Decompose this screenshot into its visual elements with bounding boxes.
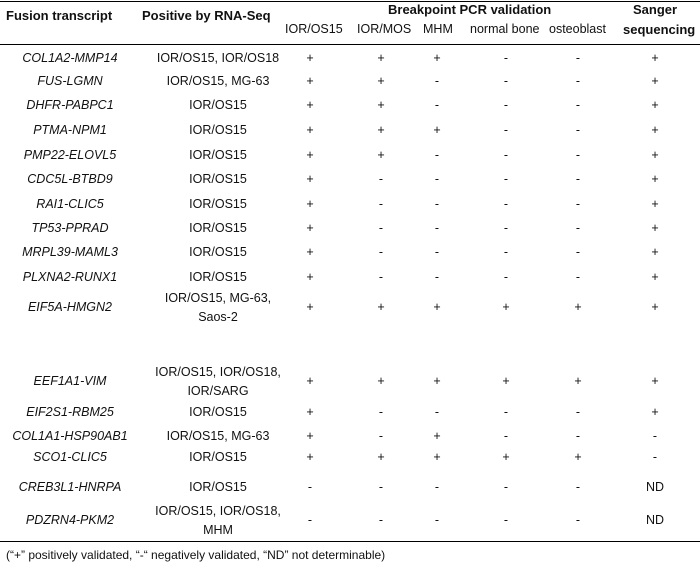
- header-breakpoint-pcr: Breakpoint PCR validation: [388, 2, 552, 17]
- pcr-result: -: [503, 98, 509, 112]
- pcr-result: +: [433, 374, 441, 388]
- pcr-result: -: [307, 480, 313, 494]
- rnaseq-positive-lines: IOR/OS15: [189, 245, 247, 259]
- pcr-result: -: [575, 197, 581, 211]
- pcr-result: -: [503, 270, 509, 284]
- pcr-result: +: [306, 245, 314, 259]
- pcr-result: +: [502, 374, 510, 388]
- table-row: [0, 289, 700, 327]
- table-row: [0, 403, 700, 422]
- table-row: [0, 478, 700, 497]
- pcr-result: -: [434, 98, 440, 112]
- table-row: [0, 72, 700, 91]
- pcr-result: -: [434, 480, 440, 494]
- sanger-result: +: [651, 74, 659, 88]
- pcr-result: +: [306, 374, 314, 388]
- pcr-result: -: [575, 98, 581, 112]
- pcr-result: -: [575, 429, 581, 443]
- header-sanger-line2: sequencing: [623, 22, 696, 37]
- rnaseq-positive-lines: IOR/OS15: [189, 148, 247, 162]
- rnaseq-positive-lines: IOR/OS15, MG-63: [166, 429, 270, 443]
- pcr-result: +: [306, 148, 314, 162]
- pcr-result: -: [434, 245, 440, 259]
- fusion-transcript-name: SCO1-CLIC5: [33, 450, 107, 464]
- header-positive-rnaseq: Positive by RNA-Seq: [142, 8, 271, 23]
- pcr-result: -: [378, 513, 384, 527]
- pcr-result: -: [575, 123, 581, 137]
- pcr-result: -: [434, 221, 440, 235]
- pcr-result: -: [575, 51, 581, 65]
- table-row: [0, 243, 700, 262]
- pcr-result: -: [503, 123, 509, 137]
- pcr-result: -: [378, 245, 384, 259]
- fusion-transcript-name: CREB3L1-HNRPA: [18, 480, 122, 494]
- pcr-result: +: [306, 300, 314, 314]
- pcr-result: -: [503, 172, 509, 186]
- fusion-transcript-name: CDC5L-BTBD9: [27, 172, 113, 186]
- rnaseq-positive-lines: IOR/OS15, MG-63,: [164, 291, 272, 305]
- pcr-result: +: [306, 123, 314, 137]
- rnaseq-positive-lines: MHM: [203, 523, 233, 537]
- pcr-result: -: [434, 148, 440, 162]
- table-row: [0, 219, 700, 238]
- table-row: [0, 363, 700, 401]
- fusion-transcript-name: EIF2S1-RBM25: [26, 405, 114, 419]
- pcr-result: -: [503, 148, 509, 162]
- table-row: [0, 448, 700, 467]
- fusion-transcript-name: PMP22-ELOVL5: [23, 148, 117, 162]
- pcr-result: +: [502, 300, 510, 314]
- fusion-transcript-name: COL1A1-HSP90AB1: [12, 429, 128, 443]
- rnaseq-positive-lines: IOR/OS15: [189, 405, 247, 419]
- sanger-result: -: [652, 429, 658, 443]
- pcr-result: +: [433, 123, 441, 137]
- pcr-result: -: [503, 405, 509, 419]
- fusion-transcript-name: TP53-PPRAD: [31, 221, 109, 235]
- pcr-result: +: [574, 300, 582, 314]
- subheader-ior-mos: IOR/MOS: [357, 22, 412, 36]
- fusion-transcript-name: DHFR-PABPC1: [26, 98, 114, 112]
- sanger-result: +: [651, 197, 659, 211]
- fusion-transcript-name: PDZRN4-PKM2: [25, 513, 115, 527]
- pcr-result: -: [503, 429, 509, 443]
- pcr-result: -: [434, 513, 440, 527]
- pcr-result: -: [378, 405, 384, 419]
- table-row: [0, 268, 700, 287]
- pcr-result: +: [574, 374, 582, 388]
- subheader-mhm: MHM: [423, 22, 453, 36]
- pcr-result: +: [306, 270, 314, 284]
- table-row: [0, 49, 700, 68]
- pcr-result: +: [377, 450, 385, 464]
- pcr-result: +: [306, 74, 314, 88]
- rnaseq-positive-lines: Saos-2: [198, 310, 238, 324]
- subheader-ior-os15: IOR/OS15: [285, 22, 343, 36]
- header-fusion-transcript: Fusion transcript: [6, 8, 113, 23]
- sanger-result: +: [651, 221, 659, 235]
- pcr-result: +: [377, 374, 385, 388]
- pcr-result: -: [575, 245, 581, 259]
- table-header-rule: [0, 44, 700, 45]
- rnaseq-positive-lines: IOR/OS15: [189, 197, 247, 211]
- pcr-result: +: [433, 51, 441, 65]
- pcr-result: -: [378, 172, 384, 186]
- sanger-result: +: [651, 123, 659, 137]
- subheader-normal-bone: normal bone: [470, 22, 540, 36]
- pcr-result: -: [575, 270, 581, 284]
- pcr-result: +: [377, 51, 385, 65]
- pcr-result: -: [503, 74, 509, 88]
- sanger-result: +: [651, 300, 659, 314]
- pcr-result: +: [502, 450, 510, 464]
- pcr-result: +: [306, 405, 314, 419]
- pcr-result: -: [575, 480, 581, 494]
- rnaseq-positive-lines: IOR/OS15: [189, 123, 247, 137]
- table-bottom-rule: [0, 541, 700, 542]
- pcr-result: +: [306, 172, 314, 186]
- sanger-result: +: [651, 374, 659, 388]
- pcr-result: +: [306, 429, 314, 443]
- pcr-result: -: [503, 51, 509, 65]
- subheader-osteoblast: osteoblast: [549, 22, 606, 36]
- sanger-result: +: [651, 245, 659, 259]
- sanger-result: ND: [645, 513, 665, 527]
- rnaseq-positive-lines: IOR/OS15: [189, 221, 247, 235]
- pcr-result: -: [434, 405, 440, 419]
- sanger-result: +: [651, 270, 659, 284]
- pcr-result: -: [503, 513, 509, 527]
- table-row: [0, 121, 700, 140]
- fusion-transcript-name: EEF1A1-VIM: [33, 374, 107, 388]
- pcr-result: -: [434, 74, 440, 88]
- fusion-transcript-name: RAI1-CLIC5: [36, 197, 104, 211]
- fusion-transcript-name: EIF5A-HMGN2: [27, 300, 113, 314]
- pcr-result: -: [434, 270, 440, 284]
- table-row: [0, 96, 700, 115]
- table-footnote: (“+” positively validated, “-“ negatively validated, “ND” not determinable): [6, 548, 386, 562]
- pcr-result: +: [574, 450, 582, 464]
- rnaseq-positive-lines: IOR/OS15, IOR/OS18,: [155, 504, 281, 518]
- rnaseq-positive-lines: IOR/OS15: [189, 450, 247, 464]
- pcr-result: -: [503, 197, 509, 211]
- rnaseq-positive-lines: IOR/SARG: [187, 384, 249, 398]
- table-row: [0, 427, 700, 446]
- pcr-result: -: [378, 480, 384, 494]
- pcr-result: -: [378, 270, 384, 284]
- pcr-result: +: [306, 51, 314, 65]
- pcr-result: +: [377, 148, 385, 162]
- pcr-result: +: [377, 98, 385, 112]
- pcr-result: -: [575, 221, 581, 235]
- pcr-result: +: [433, 300, 441, 314]
- pcr-result: -: [378, 429, 384, 443]
- rnaseq-positive-lines: IOR/OS15: [189, 98, 247, 112]
- table-row: [0, 502, 700, 540]
- sanger-result: +: [651, 405, 659, 419]
- pcr-result: +: [433, 450, 441, 464]
- rnaseq-positive-lines: IOR/OS15: [189, 480, 247, 494]
- header-sanger-line1: Sanger: [633, 2, 678, 17]
- sanger-result: +: [651, 98, 659, 112]
- rnaseq-positive-lines: IOR/OS15, MG-63: [166, 74, 270, 88]
- pcr-result: +: [377, 74, 385, 88]
- pcr-result: +: [377, 123, 385, 137]
- pcr-result: +: [433, 429, 441, 443]
- table-row: [0, 146, 700, 165]
- sanger-result: ND: [645, 480, 665, 494]
- rnaseq-positive-lines: IOR/OS15: [189, 172, 247, 186]
- pcr-result: -: [575, 172, 581, 186]
- fusion-transcript-name: PLXNA2-RUNX1: [22, 270, 118, 284]
- pcr-result: -: [434, 172, 440, 186]
- rnaseq-positive-lines: IOR/OS15, IOR/OS18,: [155, 365, 281, 379]
- table-row: [0, 195, 700, 214]
- pcr-result: -: [307, 513, 313, 527]
- fusion-transcript-name: PTMA-NPM1: [33, 123, 107, 137]
- pcr-result: +: [306, 98, 314, 112]
- rnaseq-positive-lines: IOR/OS15: [189, 270, 247, 284]
- fusion-transcript-name: COL1A2-MMP14: [22, 51, 118, 65]
- pcr-result: -: [575, 74, 581, 88]
- pcr-result: +: [377, 300, 385, 314]
- pcr-result: -: [575, 148, 581, 162]
- pcr-result: +: [306, 221, 314, 235]
- pcr-result: -: [378, 197, 384, 211]
- pcr-result: +: [306, 450, 314, 464]
- pcr-result: -: [434, 197, 440, 211]
- fusion-transcript-name: FUS-LGMN: [37, 74, 103, 88]
- pcr-result: -: [575, 405, 581, 419]
- sanger-result: +: [651, 172, 659, 186]
- table-row: [0, 170, 700, 189]
- sanger-result: +: [651, 148, 659, 162]
- rnaseq-positive-lines: IOR/OS15, IOR/OS18: [156, 51, 280, 65]
- pcr-result: -: [503, 221, 509, 235]
- table-top-rule: [0, 1, 700, 2]
- fusion-transcript-name: MRPL39-MAML3: [22, 245, 118, 259]
- sanger-result: +: [651, 51, 659, 65]
- pcr-result: -: [503, 245, 509, 259]
- pcr-result: +: [306, 197, 314, 211]
- pcr-result: -: [378, 221, 384, 235]
- pcr-result: -: [503, 480, 509, 494]
- sanger-result: -: [652, 450, 658, 464]
- pcr-result: -: [575, 513, 581, 527]
